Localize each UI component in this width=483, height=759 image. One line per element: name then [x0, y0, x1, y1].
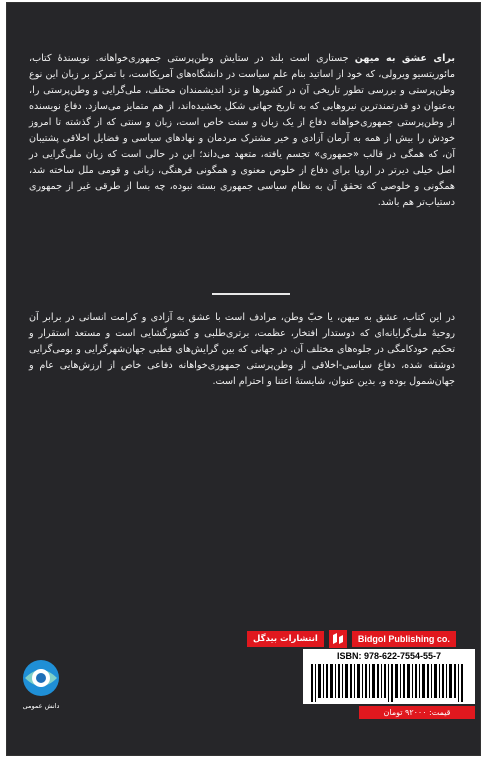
eye-icon: [21, 658, 61, 700]
description-paragraph-1: [29, 51, 455, 211]
series-logo: [21, 658, 65, 714]
publisher-logo-icon: [328, 629, 348, 649]
publisher-name-fa: انتشارات بیدگل: [247, 631, 324, 647]
publisher-name-en: Bidgol Publishing co.: [352, 631, 456, 647]
description-paragraph-1-text: جستاری است بلند در ستایش وطن‌پرستی جمهوری‌خواهانه. نویسندهٔ کتاب، مائوریتسیو ویرولی، که خود از اساتید بنام علم سیاست در دانشگاه‌های آمریکاست، با تمرکز بر زبان این نوع وطن‌پرستی و بررسی تطور تاریخی آن در کشورها و نزد اندیشمندان مختلف، ملی‌گرایی و وطن‌پرستی را، به‌عنوان دو قدرتمندترین نیروهایی که به تاریخ جهانی شکل بخشیده‌اند، از هم متمایز می‌سازد. دفاع نویسنده از وطن‌پرستی جمهوری‌خواهانه دفاع از یک زبان و سنت خاص است، زبان و سنتی که از گذشته تا امروز خودش را بیش از همه به آرمان آزادی و خیر مشترک مردمان و نهادهای سیاسی و فضایل اخلاقی پشتیبان آن، که همگی در قالب «جمهوری» تجسم یافته، متعهد می‌داند؛ این در حالی است که زبان ملی‌گرایی در اصل خیلی دیرتر در اروپا برای دفاع از خلوص معنوی و همگونی فرهنگی، زبانی و قومی ملل ساخته شد، همگونی و خلوصی که تحقق آن به نظام سیاسی جمهوری بسته نبوده، چه بسا از طرقی غیر از جمهوری دستیاب‌تر هم باشد.: [29, 53, 455, 208]
section-divider: [212, 293, 290, 295]
isbn-label: ISBN: 978-622-7554-55-7: [336, 651, 442, 661]
back-cover: [6, 2, 481, 756]
price-label: قیمت: ۹۲۰۰۰ تومان: [359, 706, 475, 719]
description-paragraph-2: در این کتاب، عشق به میهن، یا حبّ وطن، مرادف است با عشق به آزادی و کرامت انسانی در برابر آن روحیهٔ ملی‌گرایانه‌ای که دوستدار افتخار، عظمت، برتری‌طلبی و کشورگشایی است و مستعد استقرار و تحکیم خودکامگی در جلوه‌های مختلف آن. در جهانی که بین گرایش‌های قطبی جهان‌شهرگرایی و بومی‌گرایی دوشقه شده، دفاع سیاسی-اخلاقی از وطن‌پرستی جمهوری‌خواهانه دفاعی خاص از ارزش‌هایی عام و جهان‌شمول بوده و، بدین عنوان، شایستهٔ اعتنا و احترام است.: [29, 312, 455, 387]
series-logo-label: دانش عمومی: [22, 702, 60, 710]
publisher-bar: [247, 631, 477, 647]
book-title-lead: برای عشق به میهن: [354, 53, 455, 64]
barcode: [303, 649, 475, 704]
barcode-bars: [311, 664, 467, 702]
